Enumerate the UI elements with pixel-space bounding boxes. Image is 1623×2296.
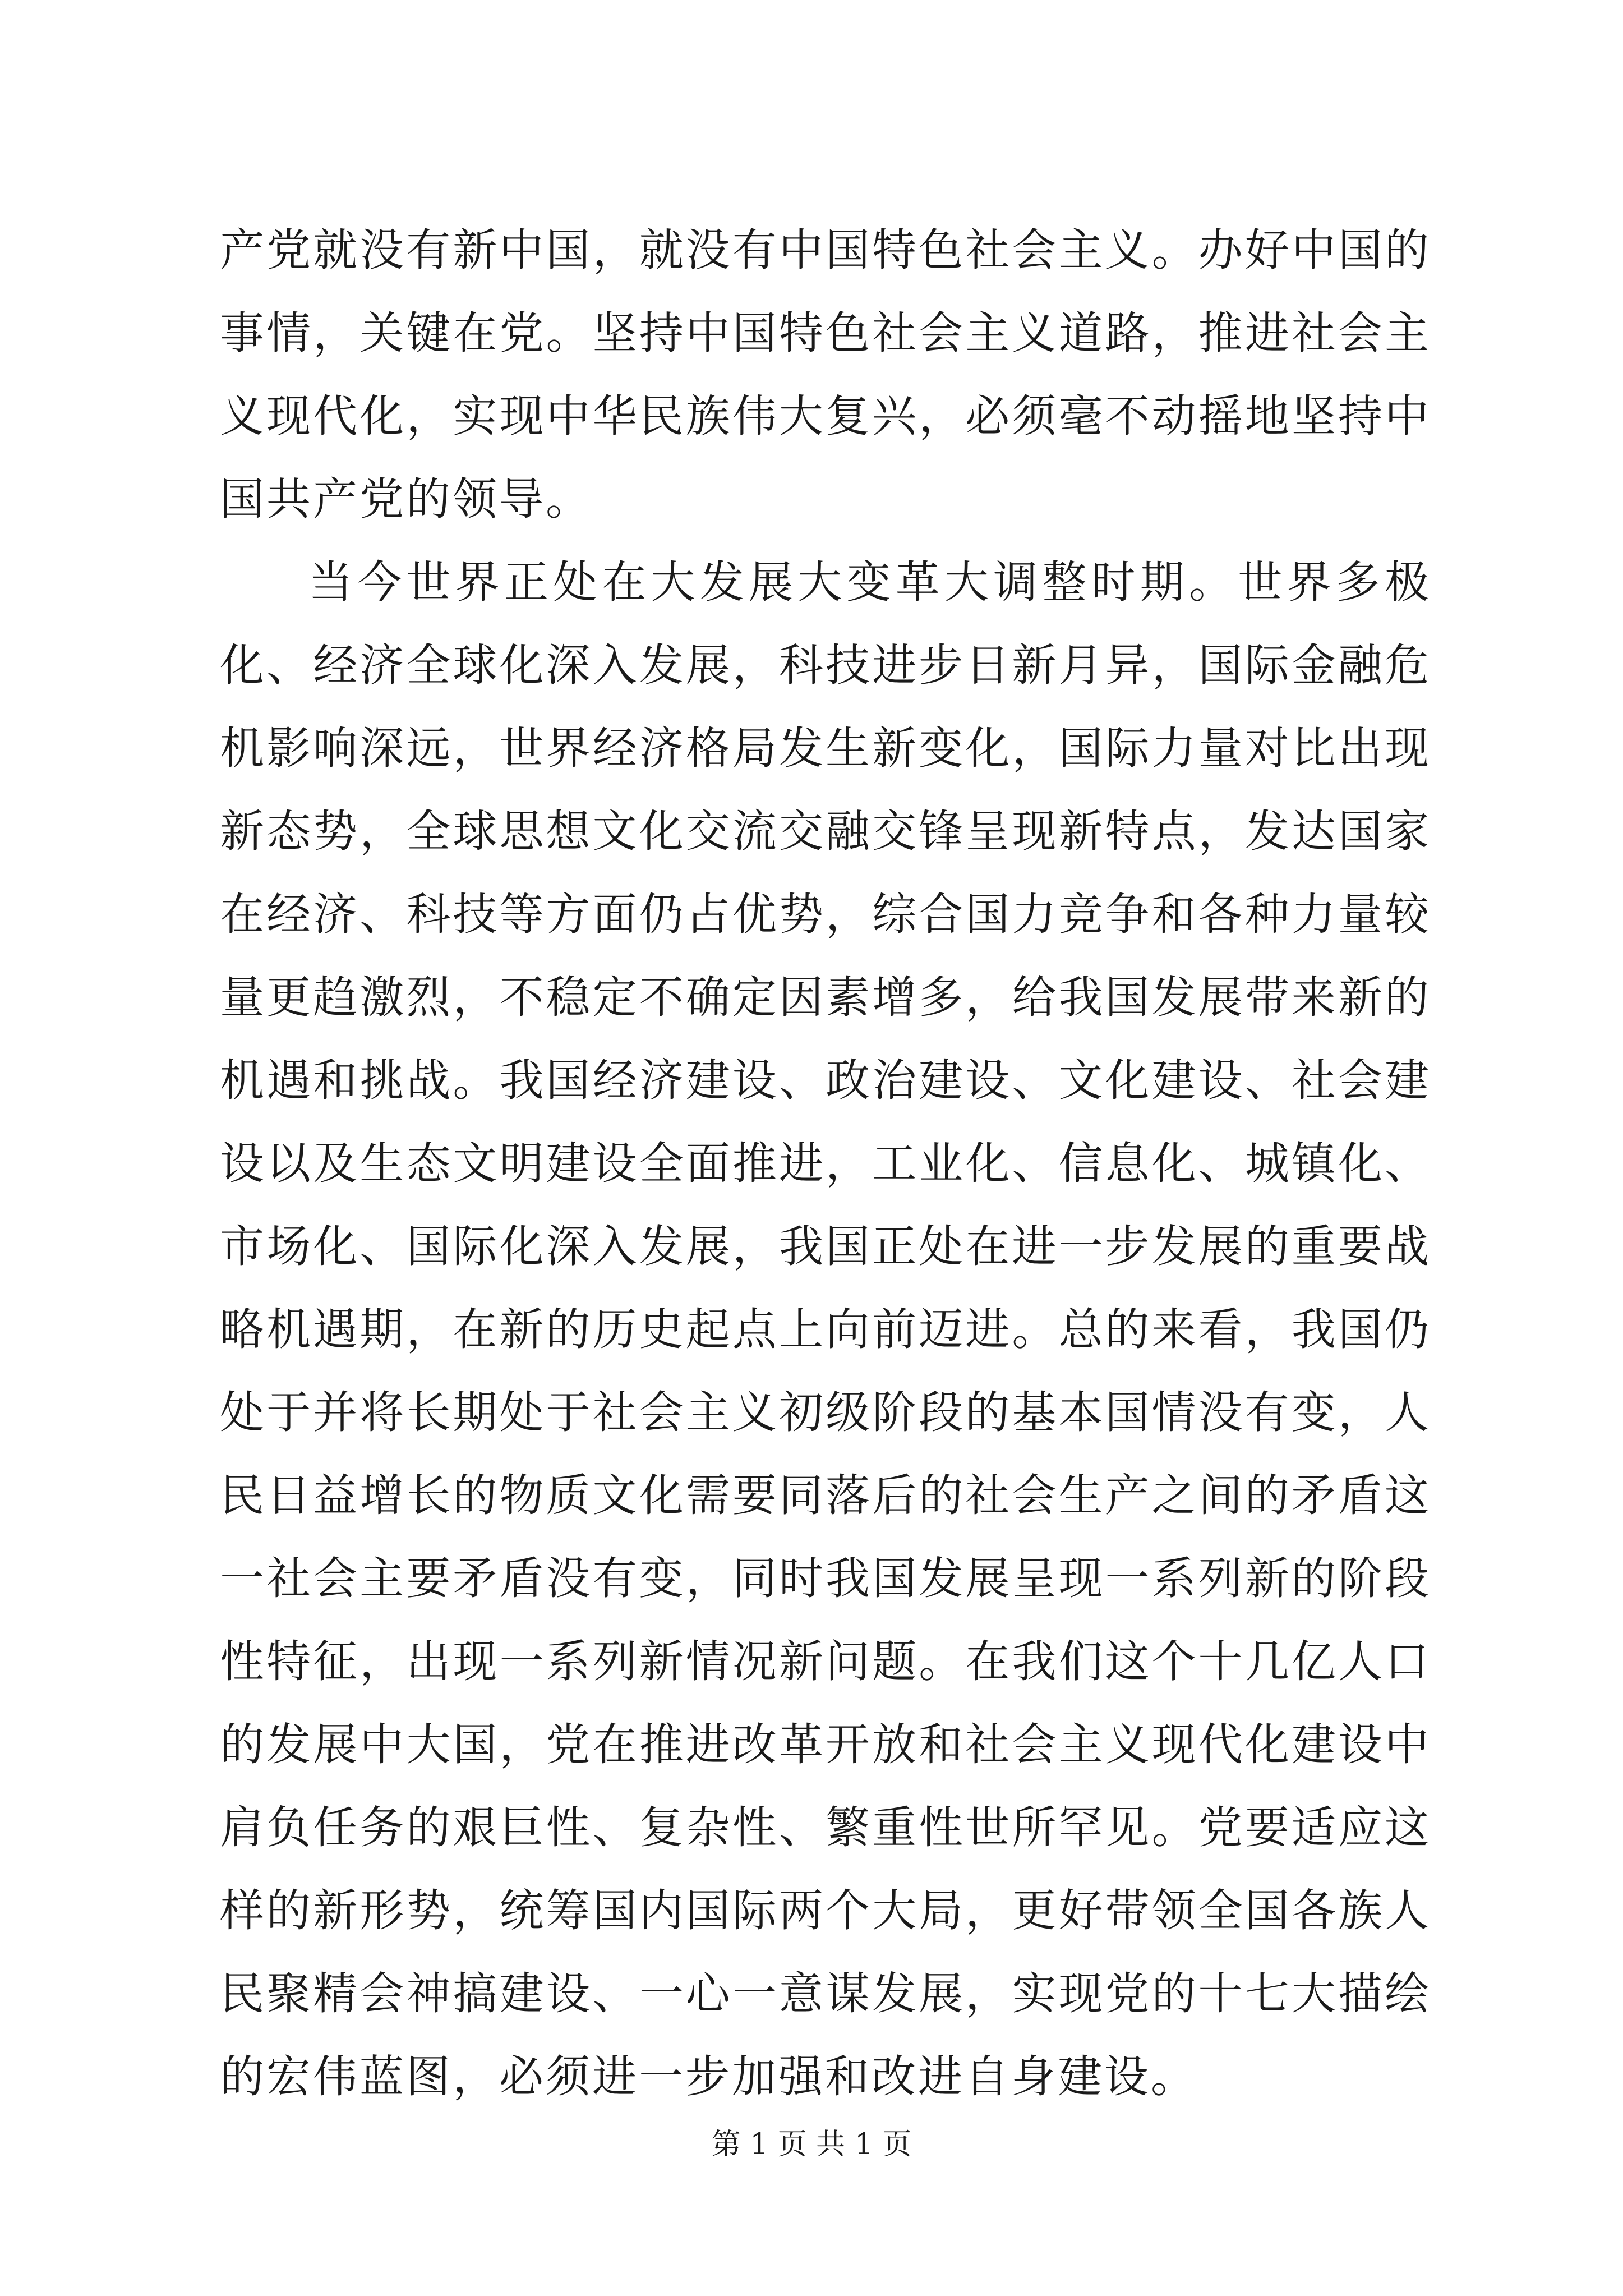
paragraph-continued: 产党就没有新中国，就没有中国特色社会主义。办好中国的事情，关键在党。坚持中国特色社会主义道路，推进社会主义现代化，实现中华民族伟大复兴，必须毫不动摇地坚持中国共产党的领导。 xyxy=(220,224,1431,525)
document-body xyxy=(220,209,1431,2118)
paragraph: 当今世界正处在大发展大变革大调整时期。世界多极化、经济全球化深入发展，科技进步日新月异，国际金融危机影响深远，世界经济格局发生新变化，国际力量对比出现新态势，全球思想文化交流交融交锋呈现新特点，发达国家在经济、科技等方面仍占优势，综合国力竞争和各种力量较量更趋激烈，不稳定不确定因素增多，给我国发展带来新的机遇和挑战。我国经济建设、政治建设、文化建设、社会建设以及生态文明建设全面推进，工业化、信息化、城镇化、市场化、国际化深入发展，我国正处在进一步发展的重要战略机遇期，在新的历史起点上向前迈进。总的来看，我国仍处于并将长期处于社会主义初级阶段的基本国情没有变，人民日益增长的物质文化需要同落后的社会生产之间的矛盾这一社会主要矛盾没有变，同时我国发展呈现一系列新的阶段性特征，出现一系列新情况新问题。在我们这个十几亿人口的发展中大国，党在推进改革开放和社会主义现代化建设中肩负任务的艰巨性、复杂性、繁重性世所罕见。党要适应这样的新形势，统筹国内国际两个大局，更好带领全国各族人民聚精会神搞建设、一心一意谋发展，实现党的十七大描绘的宏伟蓝图，必须进一步加强和改进自身建设。 xyxy=(220,556,1431,2102)
page-footer: 第 1 页 共 1 页 xyxy=(711,2128,912,2161)
